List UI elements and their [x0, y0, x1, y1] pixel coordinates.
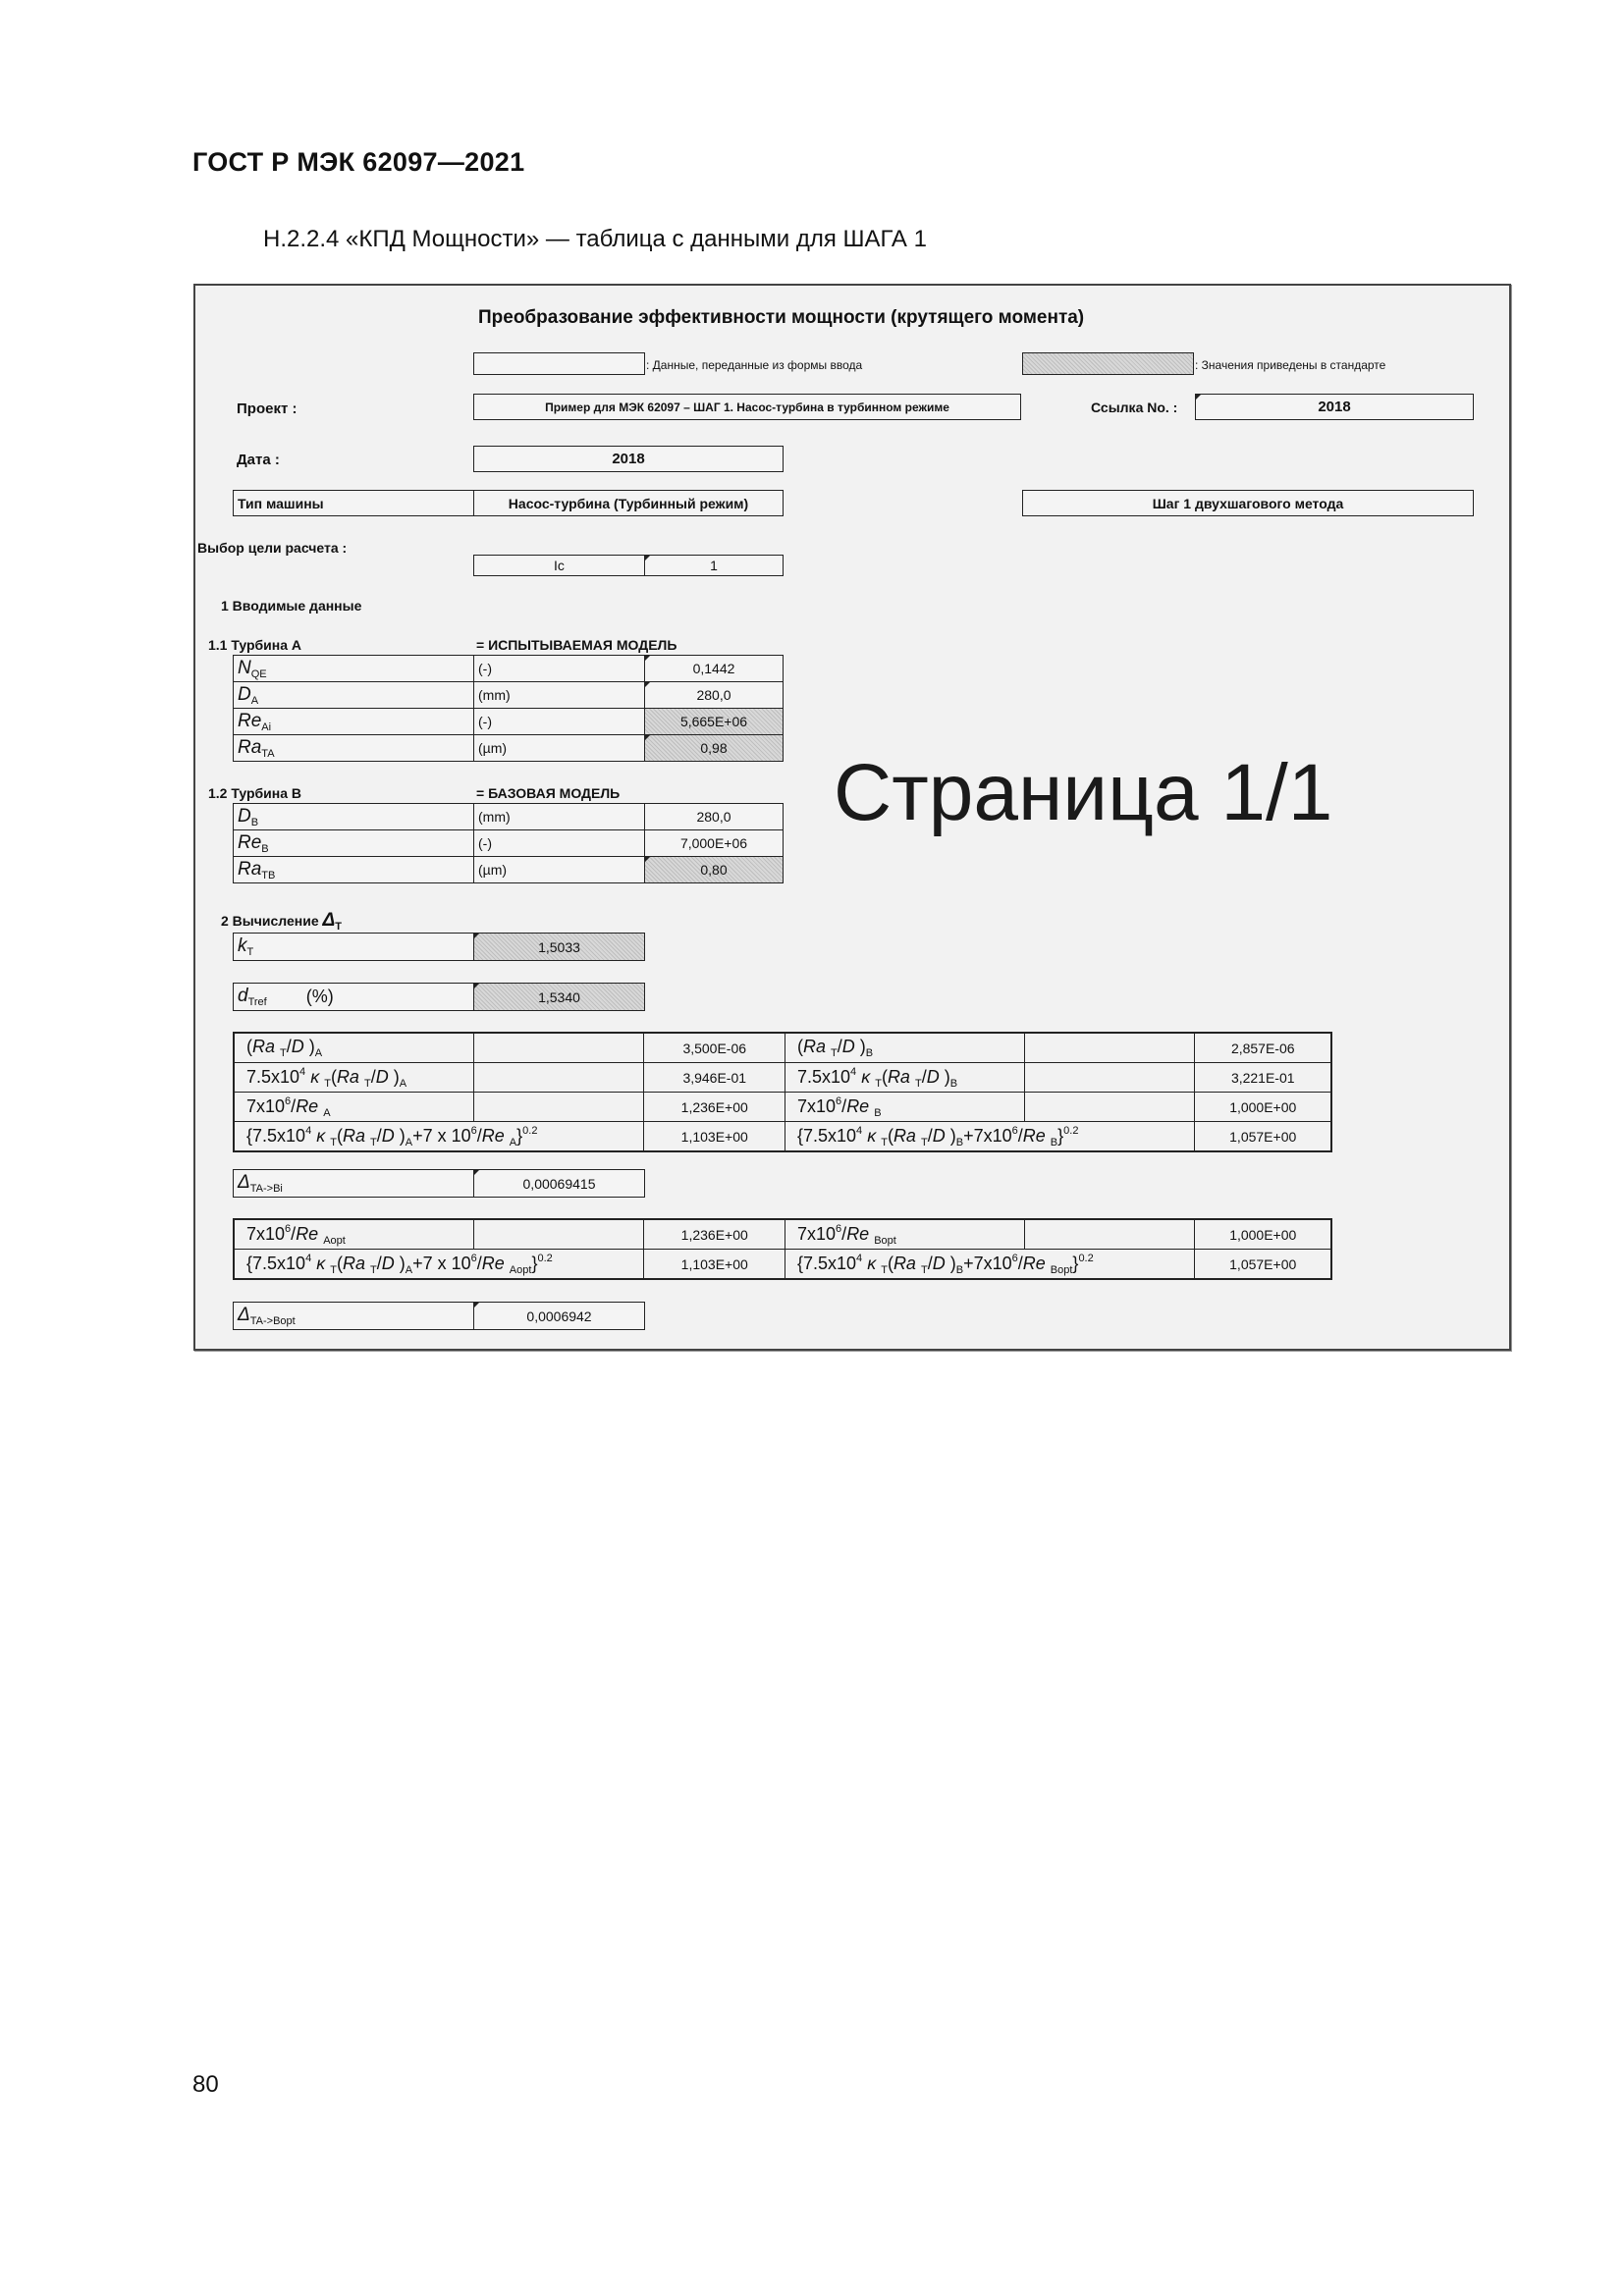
target-code-field[interactable]: Ic: [473, 555, 645, 576]
section-1-title: 1 Вводимые данные: [221, 598, 362, 614]
table-row: $7x10^6/Re$ $_{Aopt}$ 1,236E+00 $7x10^6/Re$ $_{Bopt}$ 1,000E+00: [235, 1220, 1330, 1250]
turbine-b-value[interactable]: 280,0: [644, 803, 784, 830]
legend-standard-swatch: [1022, 352, 1194, 375]
project-field[interactable]: Пример для МЭК 62097 – ШАГ 1. Насос-турбина в турбинном режиме: [473, 394, 1021, 420]
legend-input-text: : Данные, переданные из формы ввода: [646, 358, 863, 372]
turbine-b-symbol: $Ra_{TB}$: [233, 856, 474, 883]
delta-bopt-symbol: $\Delta_{TA->Bopt}$: [233, 1302, 474, 1330]
turbine-a-value[interactable]: 280,0: [644, 681, 784, 709]
table-row: {$7.5x10^4$ κ $_T$(Ra $_T$/D )$_A+7$ x $10^6/Re$ $_{Aopt}$}$^{0.2}$ 1,103E+00 {$7.5x10^4$ κ $_T$(Ra $_T$/D )$_B+7x10^6/Re$ $_{Bopt}$}$^{0.2}$ 1,057E+00: [235, 1250, 1330, 1278]
date-label: Дата :: [237, 452, 280, 468]
delta-bi-value: 0,00069415: [473, 1169, 645, 1198]
legend-standard-text: : Значения приведены в стандарте: [1195, 358, 1386, 372]
turbine-a-unit: (µm): [473, 734, 645, 762]
table-row: $7x10^6/Re$ $_A$ 1,236E+00 $7x10^6/Re$ $_B$ 1,000E+00: [235, 1093, 1330, 1122]
spreadsheet-form: [193, 284, 1511, 1351]
turbine-a-desc: = ИСПЫТЫВАЕМАЯ МОДЕЛЬ: [476, 637, 677, 653]
table-row: {$7.5x10^4$ κ $_T$(Ra $_T$/D )$_A+7$ x $10^6/Re$ $_A$}$^{0.2}$ 1,103E+00 {$7.5x10^4$ κ $_T$(Ra $_T$/D )$_B+7x10^6/Re$ $_B$}$^{0.2}$ 1,057E+00: [235, 1122, 1330, 1150]
dtref-value: 1,5340: [473, 983, 645, 1011]
document-title: ГОСТ Р МЭК 62097—2021: [192, 147, 525, 177]
turbine-a-symbol: $Re_{Ai}$: [233, 708, 474, 735]
target-label: Выбор цели расчета :: [197, 540, 348, 556]
turbine-a-symbol: $Ra_{TA}$: [233, 734, 474, 762]
calc-value: 2,857E-06: [1230, 1040, 1295, 1056]
method-field: Шаг 1 двухшагового метода: [1022, 490, 1474, 516]
kt-value: 1,5033: [473, 933, 645, 961]
reference-field[interactable]: 2018: [1195, 394, 1474, 420]
turbine-a-symbol: $D_A$: [233, 681, 474, 709]
turbine-b-unit: (-): [473, 829, 645, 857]
turbine-b-value: 0,80: [644, 856, 784, 883]
project-label: Проект :: [237, 400, 298, 417]
calc-value: 1,057E+00: [1229, 1128, 1297, 1145]
machine-type-field[interactable]: Насос-турбина (Турбинный режим): [473, 490, 784, 516]
calc-value: 3,500E-06: [644, 1034, 785, 1062]
delta-bopt-value: 0,0006942: [473, 1302, 645, 1330]
section-subtitle: Н.2.2.4 «КПД Мощности» — таблица с данными для ШАГА 1: [263, 226, 927, 252]
turbine-a-value: 0,98: [644, 734, 784, 762]
calc-value: 1,103E+00: [644, 1250, 785, 1278]
reference-label: Ссылка No. :: [1091, 400, 1178, 415]
calc-value: 1,236E+00: [644, 1220, 785, 1249]
turbine-b-unit: (mm): [473, 803, 645, 830]
calc-table-1: [233, 1032, 1332, 1152]
turbine-a-value[interactable]: 0,1442: [644, 655, 784, 682]
turbine-b-label: 1.2 Турбина В: [208, 785, 302, 801]
calc-value: 3,221E-01: [1230, 1069, 1295, 1086]
turbine-a-label: 1.1 Турбина А: [208, 637, 302, 653]
calc-value: 3,946E-01: [644, 1063, 785, 1092]
turbine-b-unit: (µm): [473, 856, 645, 883]
turbine-a-unit: (-): [473, 708, 645, 735]
target-value-field[interactable]: 1: [644, 555, 784, 576]
turbine-a-symbol: $N_{QE}$: [233, 655, 474, 682]
turbine-a-unit: (-): [473, 655, 645, 682]
turbine-b-symbol: $D_B$: [233, 803, 474, 830]
kt-symbol: $k_T$: [233, 933, 474, 961]
delta-bi-symbol: $\Delta_{TA->Bi}$: [233, 1169, 474, 1198]
legend-input-swatch: [473, 352, 645, 375]
calc-value: 1,000E+00: [1229, 1226, 1297, 1243]
sheet-title: Преобразование эффективности мощности (крутящего момента): [478, 307, 1085, 328]
machine-type-label: Тип машины: [233, 490, 474, 516]
page-watermark: Страница 1/1: [834, 748, 1333, 837]
turbine-a-unit: (mm): [473, 681, 645, 709]
turbine-b-desc: = БАЗОВАЯ МОДЕЛЬ: [476, 785, 621, 801]
calc-table-2: [233, 1218, 1332, 1280]
calc-value: 1,000E+00: [1229, 1098, 1297, 1115]
calc-value: 1,057E+00: [1229, 1255, 1297, 1272]
calc-value: 1,236E+00: [644, 1093, 785, 1121]
turbine-b-value[interactable]: 7,000E+06: [644, 829, 784, 857]
dtref-symbol: $d_{Tref}$ (%): [233, 983, 474, 1011]
turbine-b-symbol: $Re_B$: [233, 829, 474, 857]
date-field[interactable]: 2018: [473, 446, 784, 472]
table-row: $7.5x10^4$ κ $_T$(Ra $_T$/D )$_A$ 3,946E-01 $7.5x10^4$ κ $_T$(Ra $_T$/D )$_B$ 3,221E-01: [235, 1063, 1330, 1093]
turbine-a-value: 5,665E+06: [644, 708, 784, 735]
calc-value: 1,103E+00: [644, 1122, 785, 1150]
page-number: 80: [192, 2071, 219, 2098]
section-2-title: 2 Вычисление $\Delta_T$: [221, 910, 342, 933]
table-row: (Ra $_T$/D )$_A$ 3,500E-06 (Ra $_T$/D )$_B$ 2,857E-06: [235, 1034, 1330, 1063]
